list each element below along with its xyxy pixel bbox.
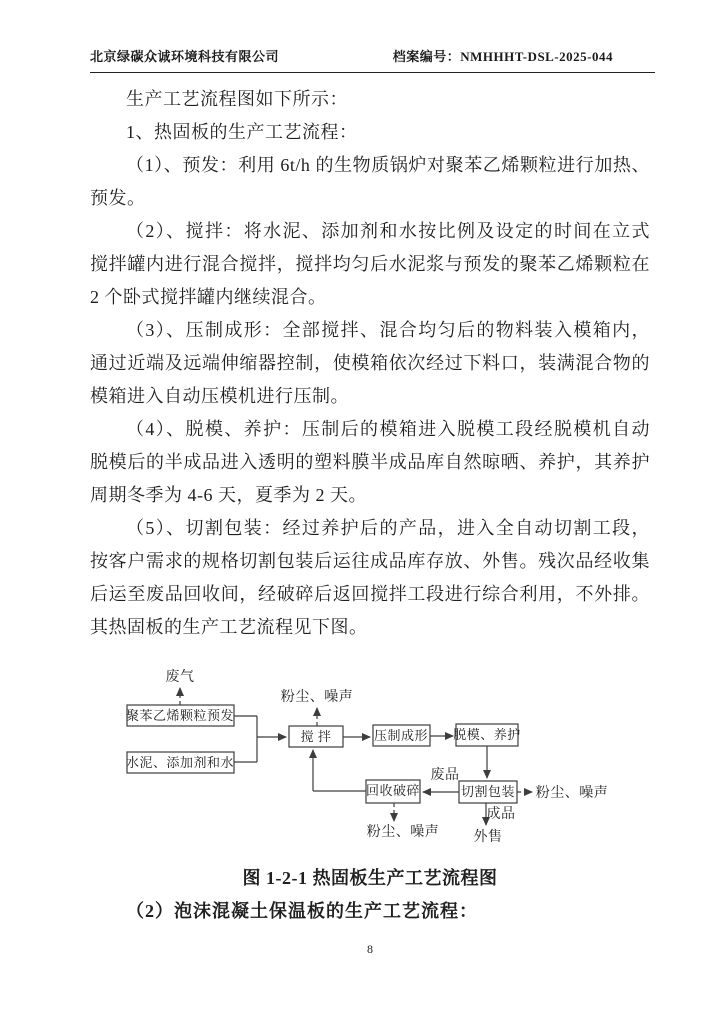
process-flow-diagram bbox=[0, 655, 724, 850]
body-line: 后运至废品回收间，经破碎后返回搅拌工段进行综合利用，不外排。 bbox=[90, 584, 650, 604]
body-line: 通过近端及远端伸缩器控制，使模箱依次经过下料口，装满混合物的 bbox=[90, 353, 650, 373]
body-line: 模箱进入自动压模机进行压制。 bbox=[90, 386, 349, 406]
node-label-materials: 水泥、添加剂和水 bbox=[125, 755, 235, 770]
body-line: （5）、切割包装：经过养护后的产品，进入全自动切割工段， bbox=[126, 518, 650, 538]
body-line: （1）、预发：利用 6t/h 的生物质锅炉对聚苯乙烯颗粒进行加热、 bbox=[126, 155, 650, 175]
process-flow-figure bbox=[0, 655, 724, 850]
node-label-cutting: 切割包装 bbox=[460, 784, 516, 799]
product-label: 成品 bbox=[486, 807, 516, 822]
node-label-mixing: 搅 拌 bbox=[300, 729, 332, 744]
sale-label: 外售 bbox=[473, 830, 503, 845]
node-label-pre-expand: 聚苯乙烯颗粒预发 bbox=[125, 708, 235, 723]
doc-number-value: NMHHHT-DSL-2025-044 bbox=[460, 49, 613, 64]
dust-noise-recycling-label: 粉尘、噪声 bbox=[366, 825, 440, 840]
body-line: 2 个卧式搅拌罐内继续混合。 bbox=[90, 287, 327, 307]
node-label-recycling: 回收破碎 bbox=[365, 783, 421, 798]
document-header bbox=[90, 46, 655, 73]
body-line: 脱模后的半成品进入透明的塑料膜半成品库自然晾晒、养护，其养护 bbox=[90, 452, 650, 472]
doc-number-label: 档案编号： bbox=[392, 49, 461, 64]
node-label-pressing: 压制成形 bbox=[373, 728, 429, 743]
figure-caption: 图 1-2-1 热固板生产工艺流程图 bbox=[242, 868, 498, 888]
body-line: 按客户需求的规格切割包装后运往成品库存放、外售。残次品经收集 bbox=[90, 551, 650, 571]
body-line: （3）、压制成形：全部搅拌、混合均匀后的物料装入模箱内， bbox=[126, 320, 650, 340]
body-line: 1、热固板的生产工艺流程： bbox=[126, 122, 358, 142]
body-line: 搅拌罐内进行混合搅拌，搅拌均匀后水泥浆与预发的聚苯乙烯颗粒在 bbox=[90, 254, 650, 274]
body-line: 其热固板的生产工艺流程见下图。 bbox=[90, 617, 368, 637]
body-line: 预发。 bbox=[90, 188, 146, 208]
scrap-label: 废品 bbox=[430, 768, 460, 783]
company-name: 北京绿碳众诚环境科技有限公司 bbox=[90, 49, 280, 64]
page-number: 8 bbox=[367, 942, 373, 956]
body-line: （2）、搅拌：将水泥、添加剂和水按比例及设定的时间在立式 bbox=[126, 221, 650, 241]
node-label-demolding: 脱模、养护 bbox=[453, 727, 521, 742]
section-heading: （2）泡沫混凝土保温板的生产工艺流程： bbox=[126, 901, 478, 921]
dust-noise-cutting-label: 粉尘、噪声 bbox=[535, 786, 609, 801]
doc-number bbox=[393, 46, 655, 65]
body-line: （4）、脱模、养护：压制后的模箱进入脱模工段经脱模机自动 bbox=[126, 419, 650, 439]
body-line: 周期冬季为 4-6 天，夏季为 2 天。 bbox=[90, 485, 367, 505]
waste-gas-label: 废气 bbox=[165, 670, 195, 685]
body-text bbox=[90, 83, 650, 644]
dust-noise-mixing-label: 粉尘、噪声 bbox=[280, 690, 354, 705]
body-line: 生产工艺流程图如下所示： bbox=[126, 89, 348, 109]
